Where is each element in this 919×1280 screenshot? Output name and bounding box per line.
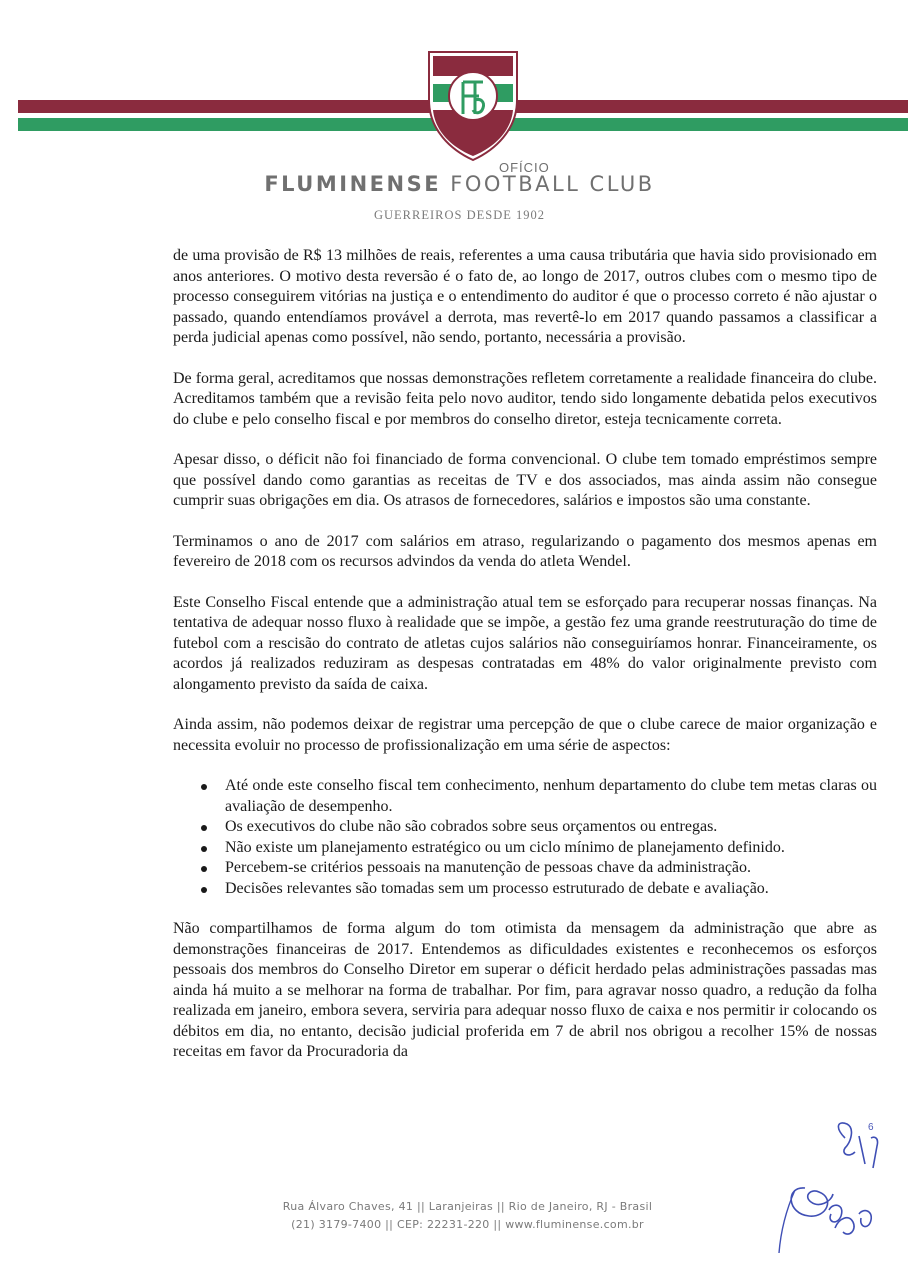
list-item: Até onde este conselho fiscal tem conhecimento, nenhum departamento do clube tem metas claras ou avaliação de desempenho.: [225, 776, 877, 817]
list-item: Não existe um planejamento estratégico ou um ciclo mínimo de planejamento definido.: [225, 838, 877, 859]
club-name: [0, 172, 919, 196]
aspects-list: [173, 776, 877, 899]
club-name-bold: FLUMINENSE: [264, 172, 442, 196]
fluminense-crest-icon: [425, 48, 521, 164]
paragraph: Este Conselho Fiscal entende que a administração atual tem se esforçado para recuperar nossas finanças. Na tentativa de adequar nosso fluxo à realidade que se impõe, a gestão fez uma grande reestruturação do time de futebol com a rescisão do contrato de atletas cujos salários não conseguiríamos honrar. Financeiramente, os acordos já realizados reduziram as despesas contratadas em 48% do valor originalmente previsto com alongamento previsto da saída de caixa.: [173, 593, 877, 693]
oficio-label: OFÍCIO: [499, 160, 550, 175]
club-name-light: FOOTBALL CLUB: [450, 172, 655, 196]
handwritten-signature-icon: [775, 1118, 900, 1258]
final-paragraph: Não compartilhamos de forma algum do tom otimista da mensagem da administração que abre as demonstrações financeiras de 2017. Entendemos as dificuldades existentes e reconhecemos os esforços pessoais dos membros do Conselho Diretor em superar o déficit herdado pelas administrações passadas mas ainda há muito a se melhorar na forma de trabalhar. Por fim, para agravar nosso quadro, a redução da folha realizada em janeiro, embora severa, serviria para adequar nosso fluxo de caixa e nos permitir ir colocando os débitos em dia, no entanto, decisão judicial proferida em 7 de abril nos obrigou a recolher 15% de nossas receitas em favor da Procuradoria da: [173, 920, 877, 1060]
club-motto: GUERREIROS DESDE 1902: [373, 208, 545, 222]
footer-contact: (21) 3179-7400 || CEP: 22231-220 || www.fluminense.com.br: [291, 1218, 644, 1231]
handwritten-page-number: 6: [868, 1122, 874, 1133]
list-item: Percebem-se critérios pessoais na manutenção de pessoas chave da administração.: [225, 858, 877, 879]
list-item: Os executivos do clube não são cobrados sobre seus orçamentos ou entregas.: [225, 817, 877, 838]
paragraph: Apesar disso, o déficit não foi financiado de forma convencional. O clube tem tomado empréstimos sempre que possível dando como garantias as receitas de TV e dos associados, mas ainda assim não consegue cumprir suas obrigações em dia. Os atrasos de fornecedores, salários e impostos são uma constante.: [173, 451, 877, 509]
paragraph: De forma geral, acreditamos que nossas demonstrações refletem corretamente a realidade financeira do clube. Acreditamos também que a revisão feita pelo novo auditor, tendo sido longamente debatida pelos executivos do clube e pelo conselho fiscal e por membros do conselho diretor, esteja tecnicamente correta.: [173, 369, 877, 428]
paragraph: Ainda assim, não podemos deixar de registrar uma percepção de que o clube carece de maior organização e necessita evoluir no processo de profissionalização em uma série de aspectos:: [173, 716, 877, 754]
letter-body: [173, 246, 877, 1083]
footer-address: Rua Álvaro Chaves, 41 || Laranjeiras || Rio de Janeiro, RJ - Brasil: [282, 1200, 653, 1213]
paragraph: Terminamos o ano de 2017 com salários em atraso, regularizando o pagamento dos mesmos apenas em fevereiro de 2018 com os recursos advindos da venda do atleta Wendel.: [173, 532, 877, 570]
paragraph: de uma provisão de R$ 13 milhões de reais, referentes a uma causa tributária que havia sido provisionado em anos anteriores. O motivo desta reversão é o fato de, ao longo de 2017, outros clubes com o mesmo tipo de processo conseguirem vitórias na justiça e o entendimento do auditor é que o processo correto é não ajustar o passado, quando entendíamos provável a derrota, mas revertê-lo em 2017 quando passamos a classificar a perda judicial apenas como possível, não sendo, portanto, necessária a provisão.: [173, 247, 877, 346]
list-item: Decisões relevantes são tomadas sem um processo estruturado de debate e avaliação.: [225, 879, 877, 900]
